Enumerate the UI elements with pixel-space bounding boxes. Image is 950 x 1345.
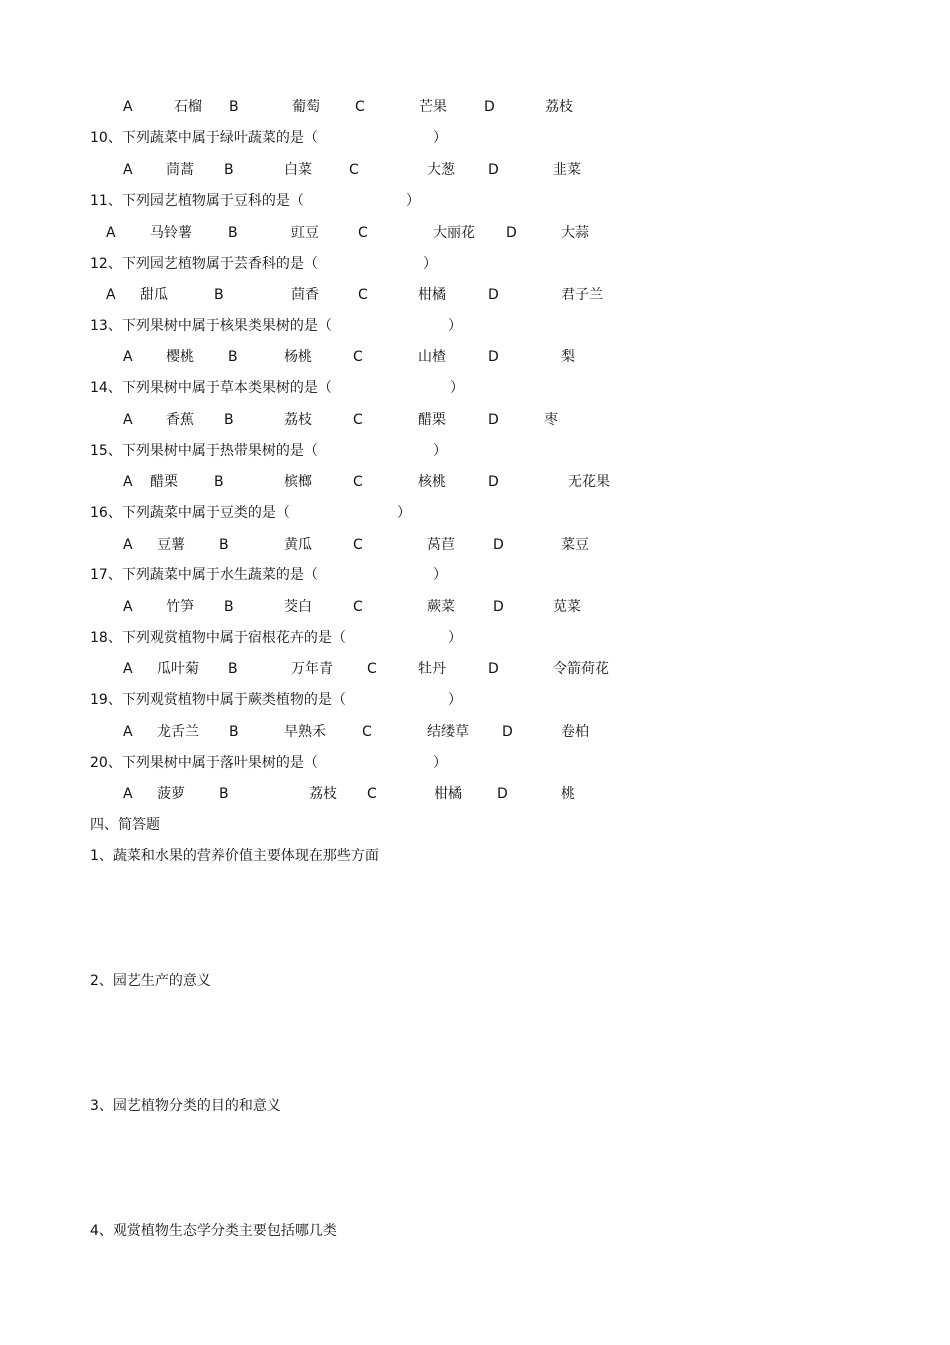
option-letter: D — [506, 225, 517, 241]
option-letter: C — [349, 162, 359, 178]
question-blank-close: ） — [433, 755, 447, 771]
option-letter: B — [224, 599, 234, 615]
option-letter: A — [123, 412, 133, 428]
option-text: 竹笋 — [166, 599, 194, 615]
option-text: 豇豆 — [291, 225, 319, 241]
option-text: 芒果 — [419, 99, 447, 115]
option-text: 石榴 — [174, 99, 202, 115]
option-text: 茼蒿 — [166, 162, 194, 178]
option-letter: D — [493, 599, 504, 615]
question-stem: 15、下列果树中属于热带果树的是（ — [90, 443, 318, 459]
option-letter: B — [229, 99, 239, 115]
question-blank-close: ） — [448, 630, 462, 646]
option-text: 白菜 — [284, 162, 312, 178]
option-text: 大蒜 — [561, 225, 589, 241]
option-letter: B — [224, 162, 234, 178]
option-text: 荔枝 — [545, 99, 573, 115]
question-stem: 19、下列观赏植物中属于蕨类植物的是（ — [90, 692, 346, 708]
option-text: 万年青 — [291, 661, 333, 677]
option-text: 大葱 — [427, 162, 455, 178]
option-letter: D — [488, 162, 499, 178]
option-text: 杨桃 — [284, 349, 312, 365]
option-text: 醋栗 — [150, 474, 178, 490]
question-stem: 11、下列园艺植物属于豆科的是（ — [90, 193, 304, 209]
option-text: 桃 — [561, 786, 575, 802]
option-letter: B — [228, 661, 238, 677]
question-stem: 16、下列蔬菜中属于豆类的是（ — [90, 505, 290, 521]
option-text: 蕨菜 — [427, 599, 455, 615]
option-letter: A — [106, 287, 116, 303]
option-letter: A — [123, 537, 133, 553]
option-text: 韭菜 — [553, 162, 581, 178]
option-letter: C — [353, 537, 363, 553]
option-letter: C — [353, 599, 363, 615]
short-answer-question: 1、蔬菜和水果的营养价值主要体现在那些方面 — [90, 848, 379, 864]
option-text: 菜豆 — [561, 537, 589, 553]
option-letter: D — [497, 786, 508, 802]
question-blank-close: ） — [448, 318, 462, 334]
option-text: 柑橘 — [434, 786, 462, 802]
question-blank-close: ） — [433, 443, 447, 459]
question-blank-close: ） — [450, 380, 464, 396]
question-blank-close: ） — [423, 256, 437, 272]
option-text: 君子兰 — [561, 287, 603, 303]
option-letter: D — [488, 287, 499, 303]
option-letter: C — [362, 724, 372, 740]
option-letter: D — [493, 537, 504, 553]
option-letter: D — [488, 474, 499, 490]
option-text: 茭白 — [284, 599, 312, 615]
question-blank-close: ） — [406, 193, 420, 209]
option-letter: D — [488, 661, 499, 677]
option-letter: B — [228, 349, 238, 365]
option-letter: B — [228, 225, 238, 241]
option-letter: C — [353, 412, 363, 428]
option-letter: A — [123, 99, 133, 115]
option-letter: A — [123, 162, 133, 178]
question-stem: 17、下列蔬菜中属于水生蔬菜的是（ — [90, 567, 318, 583]
question-stem: 14、下列果树中属于草本类果树的是（ — [90, 380, 332, 396]
option-letter: B — [229, 724, 239, 740]
option-letter: D — [488, 412, 499, 428]
option-text: 菠萝 — [157, 786, 185, 802]
option-text: 牡丹 — [418, 661, 446, 677]
option-letter: A — [106, 225, 116, 241]
option-letter: D — [502, 724, 513, 740]
option-text: 卷柏 — [561, 724, 589, 740]
option-letter: D — [484, 99, 495, 115]
question-blank-close: ） — [448, 692, 462, 708]
question-blank-close: ） — [397, 505, 411, 521]
option-text: 槟榔 — [284, 474, 312, 490]
option-text: 梨 — [561, 349, 575, 365]
option-letter: C — [353, 474, 363, 490]
option-letter: C — [367, 786, 377, 802]
section-title: 四、简答题 — [90, 817, 160, 833]
option-letter: A — [123, 724, 133, 740]
question-stem: 20、下列果树中属于落叶果树的是（ — [90, 755, 318, 771]
option-letter: D — [488, 349, 499, 365]
option-letter: C — [367, 661, 377, 677]
short-answer-question: 2、园艺生产的意义 — [90, 973, 211, 989]
option-text: 茴香 — [291, 287, 319, 303]
option-text: 豆薯 — [157, 537, 185, 553]
question-stem: 13、下列果树中属于核果类果树的是（ — [90, 318, 332, 334]
option-text: 葡萄 — [292, 99, 320, 115]
option-text: 无花果 — [568, 474, 610, 490]
option-letter: B — [219, 537, 229, 553]
option-text: 香蕉 — [166, 412, 194, 428]
option-letter: A — [123, 599, 133, 615]
option-letter: A — [123, 786, 133, 802]
question-stem: 12、下列园艺植物属于芸香科的是（ — [90, 256, 318, 272]
option-letter: A — [123, 474, 133, 490]
option-letter: A — [123, 349, 133, 365]
option-letter: A — [123, 661, 133, 677]
option-text: 结缕草 — [427, 724, 469, 740]
option-text: 令箭荷花 — [553, 661, 609, 677]
option-text: 核桃 — [418, 474, 446, 490]
option-letter: B — [214, 287, 224, 303]
option-letter: B — [224, 412, 234, 428]
option-letter: C — [358, 287, 368, 303]
option-text: 苋菜 — [553, 599, 581, 615]
option-letter: B — [214, 474, 224, 490]
question-blank-close: ） — [433, 567, 447, 583]
question-stem: 10、下列蔬菜中属于绿叶蔬菜的是（ — [90, 130, 318, 146]
option-letter: B — [219, 786, 229, 802]
option-text: 柑橘 — [418, 287, 446, 303]
question-blank-close: ） — [433, 130, 447, 146]
question-stem: 18、下列观赏植物中属于宿根花卉的是（ — [90, 630, 346, 646]
option-letter: C — [358, 225, 368, 241]
option-letter: C — [355, 99, 365, 115]
option-text: 荔枝 — [284, 412, 312, 428]
option-text: 枣 — [544, 412, 558, 428]
short-answer-question: 4、观赏植物生态学分类主要包括哪几类 — [90, 1223, 337, 1239]
option-text: 甜瓜 — [140, 287, 168, 303]
option-text: 山楂 — [418, 349, 446, 365]
option-text: 樱桃 — [166, 349, 194, 365]
option-text: 马铃薯 — [150, 225, 192, 241]
option-text: 莴苣 — [427, 537, 455, 553]
option-text: 瓜叶菊 — [157, 661, 199, 677]
option-text: 黄瓜 — [284, 537, 312, 553]
option-text: 龙舌兰 — [157, 724, 199, 740]
option-text: 荔枝 — [309, 786, 337, 802]
option-text: 大丽花 — [433, 225, 475, 241]
option-letter: C — [353, 349, 363, 365]
option-text: 醋栗 — [418, 412, 446, 428]
option-text: 早熟禾 — [284, 724, 326, 740]
short-answer-question: 3、园艺植物分类的目的和意义 — [90, 1098, 281, 1114]
